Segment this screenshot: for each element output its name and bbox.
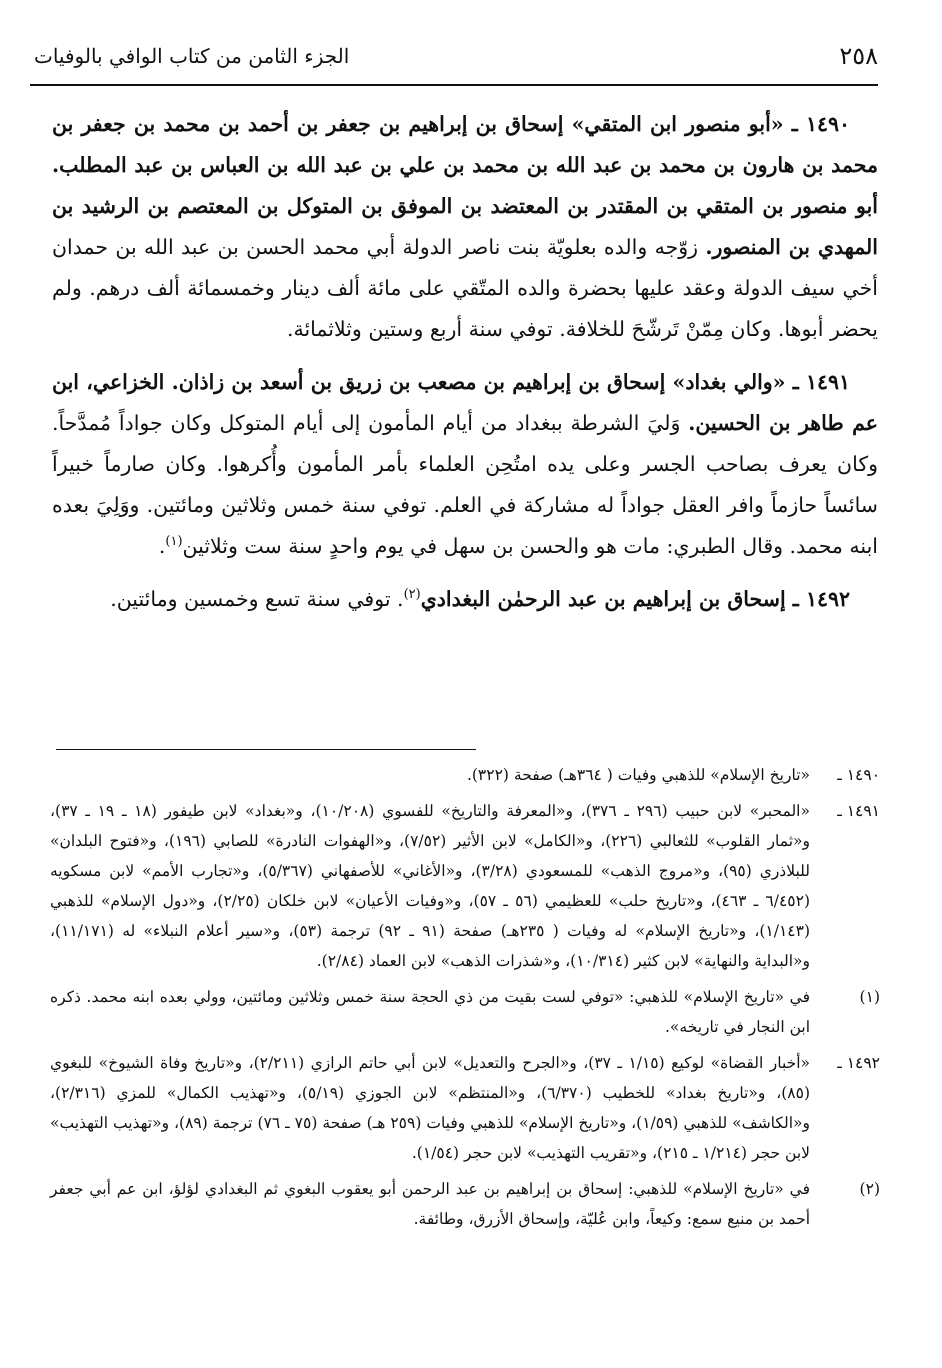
footnote-text: «أخبار القضاة» لوكيع (١/١٥ ـ ٣٧)، و«الجرح والتعديل» لابن أبي حاتم الرازي (٢/٢١١)، و«تاريخ وفاة الشيوخ» للبغوي (٨٥)، و«تاريخ بغداد» للخطيب (٦/٣٧٠)، و«المنتظم» لابن الجوزي (٥/١٩)، و«تهذيب الكمال» للمزي (٢/٣١٦)، و«الكاشف» للذهبي (١/٥٩)، و«تاريخ الإسلام» للذهبي وفيات (٢٥٩ هـ) صفحة (٧٥ ـ ٧٦) ترجمة (٨٩)، و«تهذيب التهذيب» لابن حجر (١/٢١٤ ـ ٢١٥)، و«تقريب التهذيب» لابن حجر (١/٥٤). [50, 1054, 810, 1162]
entry-end: . [158, 534, 166, 558]
footnote-key: ١٤٩٢ ـ [837, 1054, 880, 1072]
entry-heading: ١٤٩٠ ـ «أبو منصور ابن المتقي» إسحاق بن إبراهيم بن جعفر بن أحمد بن محمد بن جعفر بن محمد بن هارون بن محمد بن عبد الله بن محمد بن علي بن عبد الله بن العباس بن عبد المطلب. أبو منصور بن المتقي بن المقتدر بن المعتضد بن الموفق بن المتوكل بن المعتصم بن الرشيد بن المهدي بن المنصور. [52, 112, 878, 259]
page-header [34, 42, 878, 78]
footnote-text: «تاريخ الإسلام» للذهبي وفيات ( ٣٦٤هـ) صفحة (٣٢٢). [466, 766, 810, 784]
entry-body: وَليَ الشرطة ببغداد من أيام المأمون إلى أيام المتوكل وكان جواداً مُمدَّحاً. وكان يعرف بصاحب الجسر وعلى يده امتُحِن العلماء بأمر المأمون وأُكرهوا. وكان صارماً خبيراً سائساً حازماً وافر العقل جواداً له مشاركة في العلم. توفي سنة خمس وثلاثين ومائتين. ووَلِيَ بعده ابنه محمد. وقال الطبري: مات هو والحسن بن سهل في يوم واحدٍ سنة ست وثلاثين [52, 411, 878, 558]
footnote-text: في «تاريخ الإسلام» للذهبي: إسحاق بن إبراهيم بن عبد الرحمن أبو يعقوب البغوي ثم البغدادي لؤلؤ، ابن عم أبي جعفر أحمد بن منيع سمع: وكيعاً، وابن عُليّة، وإسحاق الأزرق، وطائفة. [50, 1180, 810, 1228]
entry-heading: ١٤٩١ ـ «والي بغداد» إسحاق بن إبراهيم بن مصعب بن زريق بن أسعد بن زاذان. الخزاعي، ابن عم طاهر بن الحسين. [52, 370, 878, 435]
footnote [50, 796, 880, 976]
footnote [50, 1174, 880, 1234]
entry-body: زوّجه والده بعلويّة بنت ناصر الدولة أبي محمد الحسن بن عبد الله بن حمدان أخي سيف الدولة وعقد عليها بحضرة والده المتّقي على مائة ألف دينار وخمسمائة ألف درهم. ولم يحضر أبوها. وكان مِمّنْ تَرشّحَ للخلافة. توفي سنة أربع وستين وثلاثمائة. [52, 235, 878, 341]
footnote-key: (٢) [859, 1180, 880, 1198]
footnote-marker: (٢) [403, 587, 421, 603]
page-number: ٢٥٨ [839, 42, 878, 70]
biography-entry-1490 [52, 104, 878, 350]
footnote [50, 1048, 880, 1168]
biography-entry-1492 [52, 579, 878, 620]
footnote [50, 760, 880, 790]
footnote-separator [56, 749, 476, 750]
footnote-key: ١٤٩٠ ـ [837, 766, 880, 784]
running-title: الجزء الثامن من كتاب الوافي بالوفيات [34, 44, 350, 68]
entry-body: . توفي سنة تسع وخمسين ومائتين. [110, 587, 404, 611]
entry-heading: ١٤٩٢ ـ إسحاق بن إبراهيم بن عبد الرحمٰن البغدادي [420, 587, 850, 611]
footnote-key: ١٤٩١ ـ [837, 802, 880, 820]
header-rule [30, 84, 878, 86]
footnotes [50, 760, 880, 1240]
main-text [52, 104, 878, 632]
biography-entry-1491 [52, 362, 878, 567]
footnote-key: (١) [859, 988, 880, 1006]
footnote [50, 982, 880, 1042]
footnote-text: «المحبر» لابن حبيب (٢٩٦ ـ ٣٧٦)، و«المعرفة والتاريخ» للفسوي (١٠/٢٠٨)، و«بغداد» لابن طيفور (١٨ ـ ١٩ ـ ٣٧)، و«ثمار القلوب» للثعالبي (٢٢٦)، و«الكامل» لابن الأثير (٧/٥٢)، و«الهفوات النادرة» للصابي (١٩٦)، و«فتوح البلدان» للبلاذري (٩٥)، و«مروج الذهب» للمسعودي (٣/٢٨)، و«الأغاني» للأصفهاني (٥/٣٦٧)، و«تجارب الأمم» لابن مسكويه (٦/٤٥٢ ـ ٤٦٣)، و«تاريخ حلب» للعظيمي (٥٦ ـ ٥٧)، و«وفيات الأعيان» لابن خلكان (٢/٢٥)، و«دول الإسلام» للذهبي (١/١٤٣)، و«تاريخ الإسلام» له وفيات ( ٢٣٥هـ) صفحة (٩١ ـ ٩٢) ترجمة (٥٣)، و«سير أعلام النبلاء» له (١١/١٧١)، و«البداية والنهاية» لابن كثير (١٠/٣١٤)، و«شذرات الذهب» لابن العماد (٢/٨٤). [50, 802, 810, 970]
footnote-text: في «تاريخ الإسلام» للذهبي: «توفي لست بقيت من ذي الحجة سنة خمس وثلاثين ومائتين، وولي بعده ابنه محمد. ذكره ابن النجار في تاريخه». [50, 988, 810, 1036]
footnote-marker: (١) [165, 534, 183, 550]
